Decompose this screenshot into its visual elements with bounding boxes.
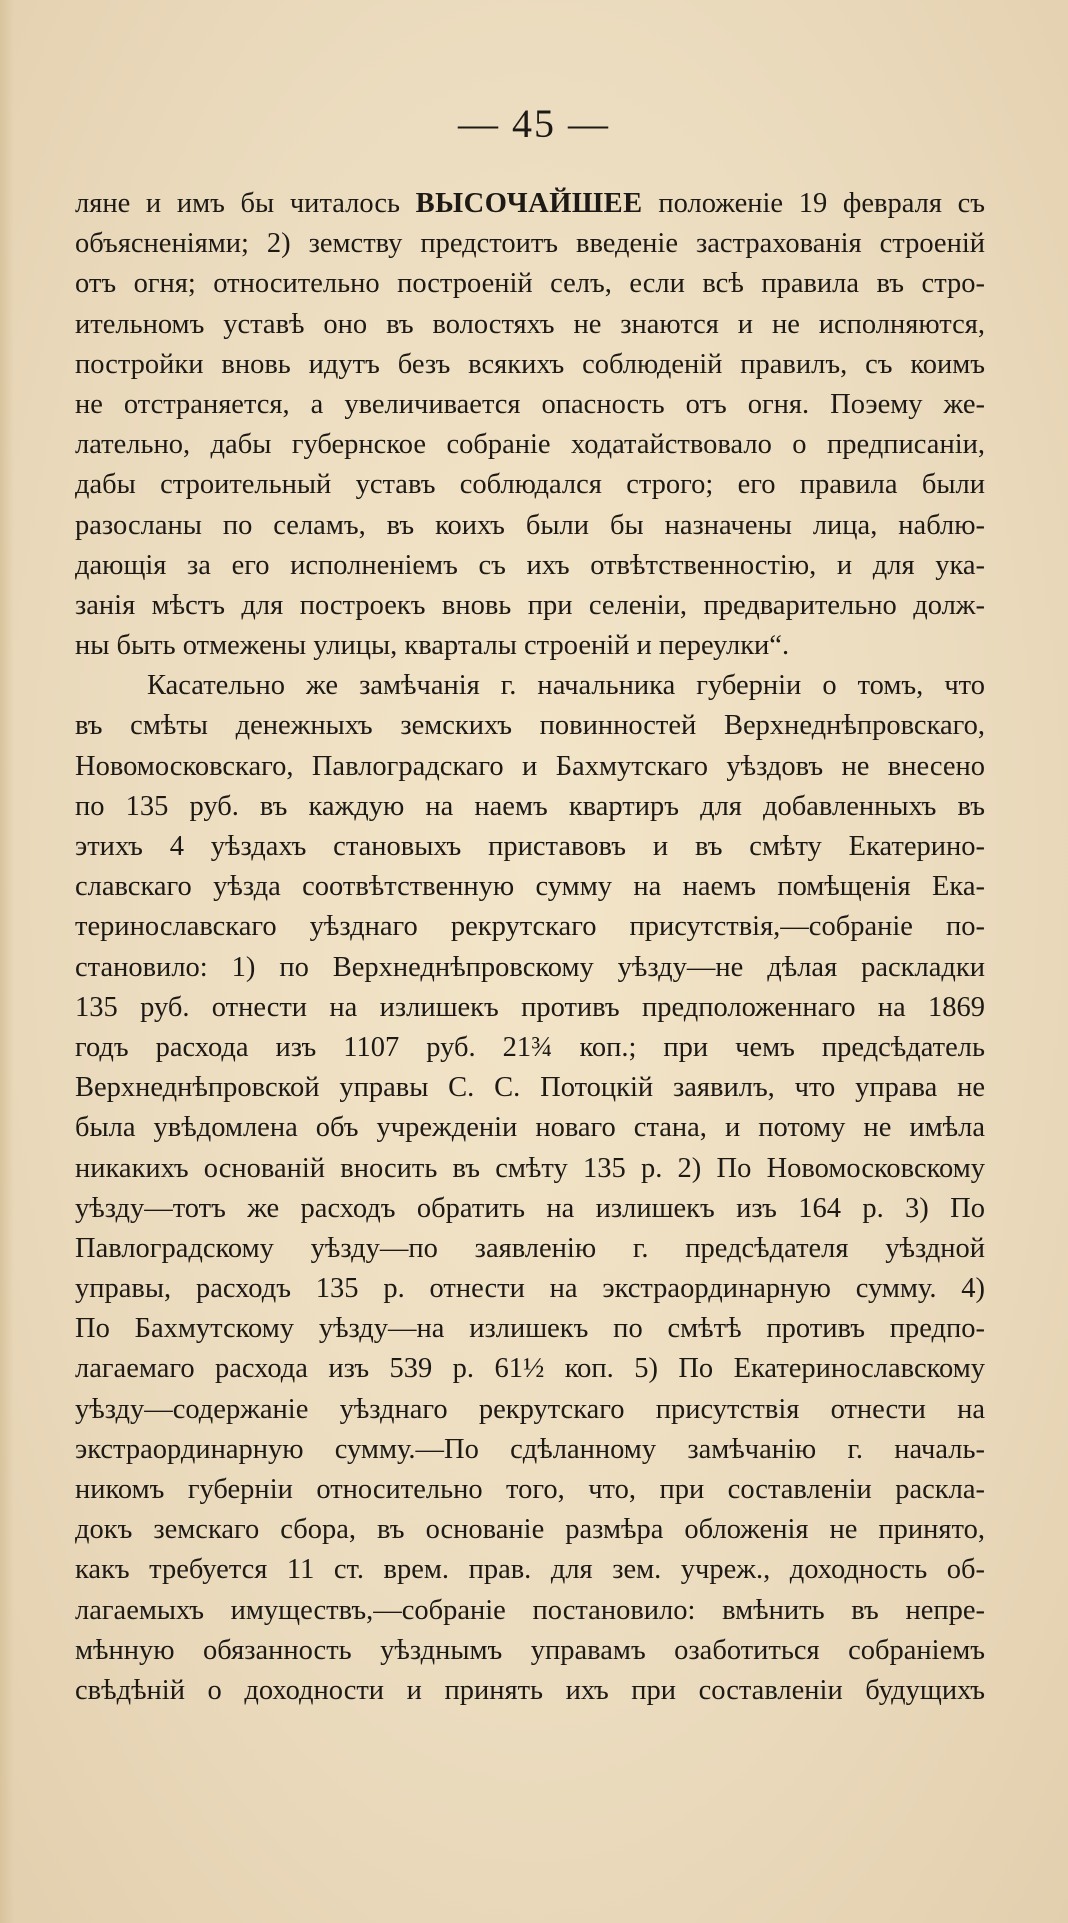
text-line: въ смѣты денежныхъ земскихъ повинностей Верхнеднѣпровскаго, <box>75 710 985 742</box>
line-segment: положенiе 19 февраля съ <box>658 188 985 219</box>
text-line: Касательно же замѣчанiя г. начальника губернiи о томъ, что <box>147 670 985 702</box>
text-line: уѣзду—тотъ же расходъ обратить на излишекъ изъ 164 р. 3) По <box>75 1192 985 1224</box>
text-line: лательно, дабы губернское собранiе ходатайствовало о предписанiи, <box>75 429 985 461</box>
text-line: дающiя за его исполненiемъ съ ихъ отвѣтственностiю, и для ука- <box>75 549 985 581</box>
text-line: По Бахмутскому уѣзду—на излишекъ по смѣтѣ противъ предпо- <box>75 1313 985 1345</box>
page-edge-shadow <box>0 0 14 1923</box>
text-line: Верхнеднѣпровской управы С. С. Потоцкiй заявилъ, что управа не <box>75 1072 985 1104</box>
text-line: ны быть отмежены улицы, кварталы строенiй и переулки“. <box>75 630 790 662</box>
text-line: дабы строительный уставъ соблюдался строго; его правила были <box>75 469 985 501</box>
text-line: 135 руб. отнести на излишекъ противъ предположеннаго на 1869 <box>75 991 985 1023</box>
text-line: лагаемыхъ имуществъ,—собранiе постановило: вмѣнить въ непре- <box>75 1594 985 1626</box>
line-segment: ляне и имъ бы читалось <box>75 188 400 219</box>
text-line: славскаго уѣзда соотвѣтственную сумму на наемъ помѣщенiя Ека- <box>75 871 985 903</box>
text-line: занiя мѣстъ для построекъ вновь при селенiи, предварительно долж- <box>75 589 985 621</box>
text-line: Новомосковскаго, Павлоградскаго и Бахмутскаго уѣздовъ не внесено <box>75 750 985 782</box>
text-line: отъ огня; относительно построенiй селъ, если всѣ правила въ стро- <box>75 268 985 300</box>
text-line: годъ расхода изъ 1107 руб. 21¾ коп.; при чемъ предсѣдатель <box>75 1031 985 1063</box>
text-line: мѣнную обязанность уѣзднымъ управамъ озаботиться собранiемъ <box>75 1634 985 1666</box>
text-line: теринославскаго уѣзднаго рекрутскаго присутствiя,—собранiе по- <box>75 911 985 943</box>
body-text <box>75 184 985 1711</box>
page-number: — 45 — <box>458 101 610 146</box>
text-line: по 135 руб. въ каждую на наемъ квартиръ для добавленныхъ въ <box>75 790 985 822</box>
text-line: Павлоградскому уѣзду—по заявленiю г. предсѣдателя уѣздной <box>75 1232 985 1264</box>
text-line: экстраординарную сумму.—По сдѣланному замѣчанiю г. началь- <box>75 1433 985 1465</box>
text-line: управы, расходъ 135 р. отнести на экстраординарную сумму. 4) <box>75 1273 985 1305</box>
text-line: объясненiями; 2) земству предстоитъ введенiе застрахованiя строенiй <box>75 228 985 260</box>
text-line: ительномъ уставѣ оно въ волостяхъ не знаются и не исполняются, <box>75 308 985 340</box>
text-line: лагаемаго расхода изъ 539 р. 61½ коп. 5) По Екатеринославскому <box>75 1353 985 1385</box>
text-line: становило: 1) по Верхнеднѣпровскому уѣзду—не дѣлая раскладки <box>75 951 985 983</box>
text-line: какъ требуется 11 ст. врем. прав. для зем. учреж., доходность об- <box>75 1554 985 1586</box>
text-line: разосланы по селамъ, въ коихъ были бы назначены лица, наблю- <box>75 509 985 541</box>
text-line: никакихъ основанiй вносить въ смѣту 135 р. 2) По Новомосковскому <box>75 1152 985 1184</box>
text-line: уѣзду—содержанiе уѣзднаго рекрутскаго присутствiя отнести на <box>75 1393 985 1425</box>
text-line: не отстраняется, а увеличивается опасность отъ огня. Поэему же- <box>75 388 985 420</box>
text-line: постройки вновь идутъ безъ всякихъ соблюденiй правилъ, съ коимъ <box>75 348 985 380</box>
text-line: докъ земскаго сбора, въ основанiе размѣра обложенiя не принято, <box>75 1514 985 1546</box>
text-line: никомъ губернiи относительно того, что, при составленiи раскла- <box>75 1474 985 1505</box>
text-line: была увѣдомлена объ учрежденiи новаго стана, и потому не имѣла <box>75 1112 985 1144</box>
text-line: этихъ 4 уѣздахъ становыхъ приставовъ и въ смѣту Екатерино- <box>75 831 985 862</box>
emphasized-word: ВЫСОЧАЙШЕЕ <box>415 188 643 219</box>
text-line: свѣдѣнiй о доходности и принять ихъ при составленiи будущихъ <box>75 1674 985 1706</box>
text-line <box>75 184 985 224</box>
